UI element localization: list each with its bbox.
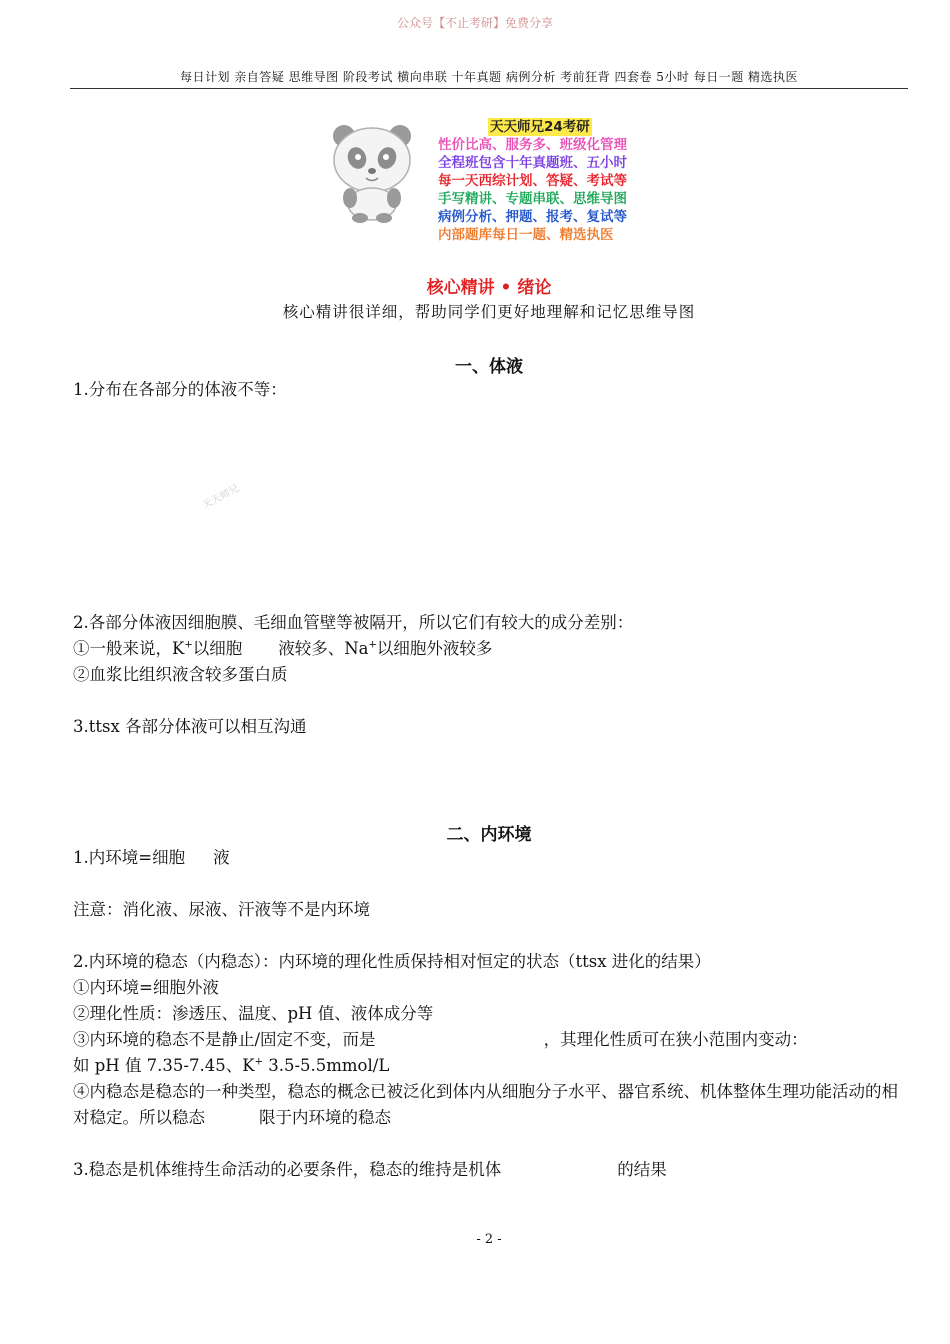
- s2p2c-text-2: ，其理化性质可在狭小范围内变动：: [543, 1030, 808, 1049]
- promo-line-6: 内部题库每日一题、精选执医: [438, 227, 614, 243]
- section2-p3: [73, 1157, 903, 1183]
- top-note: 公众号【不止考研】免费分享: [396, 16, 553, 30]
- promo-line-1: 性价比高、服务多、班级化管理: [438, 137, 627, 153]
- p2a-sup-1: +: [184, 639, 193, 651]
- section2-p2c-line2: [73, 1053, 903, 1079]
- s2p3-text-2: 的结果: [617, 1160, 667, 1179]
- section1-p1: 1.分布在各部分的体液不等：: [73, 380, 287, 399]
- section2-p2c: [73, 1027, 903, 1053]
- promo-line-3: 每一天西综计划、答疑、考试等: [438, 173, 627, 189]
- s2p3-text-1: 3.稳态是机体维持生命活动的必要条件，稳态的维持是机体: [73, 1160, 502, 1179]
- promo-block: [438, 118, 668, 244]
- section1-p2a: [73, 636, 903, 662]
- header-line: 每日计划 亲自答疑 思维导图 阶段考试 横向串联 十年真题 病例分析 考前狂背 四套卷 5小时 每日一题 精选执医: [179, 70, 799, 84]
- doc-subtitle: 核心精讲很详细，帮助同学们更好地理解和记忆思维导图: [282, 303, 696, 321]
- section1-p3: 3.ttsx 各部分体液可以相互沟通: [73, 717, 307, 736]
- section1-heading: 一、体液: [455, 357, 523, 377]
- section2-p2b: ②理化性质：渗透压、温度、pH 值、液体成分等: [73, 1004, 434, 1023]
- section2-note: 注意：消化液、尿液、汗液等不是内环境: [73, 900, 370, 919]
- s2p2c-text-4: 3.5-5.5mmol/L: [262, 1056, 390, 1075]
- section2-p2a: ①内环境=细胞外液: [73, 978, 219, 997]
- panda-mascot-icon: [322, 118, 422, 223]
- p2a-text-4: 以细胞外液较多: [376, 639, 493, 658]
- section1-p2b: ②血浆比组织液含较多蛋白质: [73, 665, 288, 684]
- page-number: - 2 -: [476, 1232, 502, 1247]
- promo-line-2: 全程班包含十年真题班、五小时: [438, 155, 627, 171]
- s2p2c-sup: +: [254, 1056, 263, 1068]
- p2a-text-3: 液较多、Na: [278, 639, 369, 658]
- watermark: 天天师兄: [200, 483, 242, 512]
- section2-p1: [73, 845, 903, 871]
- promo-line-4: 手写精讲、专题串联、思维导图: [438, 191, 627, 207]
- promo-line-0: 天天师兄24考研: [490, 119, 590, 135]
- s2p2c-text-3: 如 pH 值 7.35-7.45、K: [73, 1056, 255, 1075]
- s2p1-text-2: 液: [213, 848, 230, 867]
- p2a-text-1: ①一般来说，K: [73, 639, 185, 658]
- section2-p2: 2.内环境的稳态（内稳态）：内环境的理化性质保持相对恒定的状态（ttsx 进化的结果）: [73, 952, 711, 971]
- s2p2d-text-1: ④内稳态是稳态的一种类型，稳态的概念已被泛化到体内从细胞分子水平、器官系统、机体整体生理功能活动的相对稳定。所以稳态: [73, 1082, 898, 1127]
- section2-heading: 二、内环境: [446, 825, 532, 845]
- doc-title: 核心精讲 • 绪论: [426, 278, 552, 298]
- section2-p2d: [73, 1079, 899, 1131]
- s2p2c-text-1: ③内环境的稳态不是静止/固定不变，而是: [73, 1030, 376, 1049]
- header-divider: [70, 88, 908, 89]
- s2p1-text-1: 1.内环境=细胞: [73, 848, 186, 867]
- promo-line-5: 病例分析、押题、报考、复试等: [438, 209, 627, 225]
- s2p2d-text-2: 限于内环境的稳态: [259, 1108, 391, 1127]
- p2a-sup-2: +: [368, 639, 377, 651]
- section1-p2: 2.各部分体液因细胞膜、毛细血管壁等被隔开，所以它们有较大的成分差别：: [73, 613, 634, 632]
- p2a-text-2: 以细胞: [192, 639, 243, 658]
